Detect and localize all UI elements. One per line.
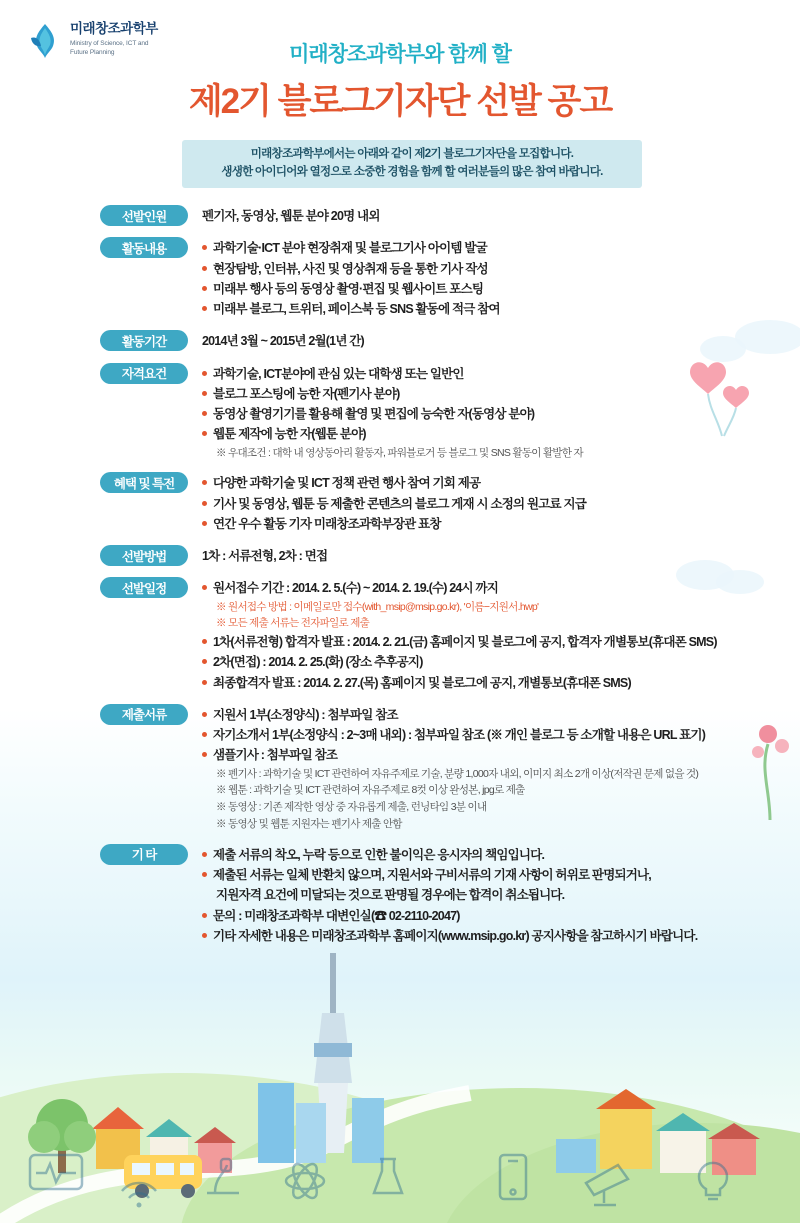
section-item: 미래부 블로그, 트위터, 페이스북 등 SNS 활동에 적극 참여 [202, 299, 500, 319]
section-item: 펜기자, 동영상, 웹툰 분야 20명 내외 [202, 209, 380, 223]
section-item: 2차(면접) : 2014. 2. 25.(화) (장소 추후공지) [202, 652, 717, 672]
section-item: ※ 동영상 : 기존 제작한 영상 중 자유롭게 제출, 런닝타임 3분 이내 [216, 801, 487, 814]
section-item: 동영상 촬영기기를 활용해 촬영 및 편집에 능숙한 자(동영상 분야) [202, 404, 583, 424]
poster-title-block [0, 38, 800, 124]
section-body [202, 577, 717, 693]
section-item: 1차(서류전형) 합격자 발표 : 2014. 2. 21.(금) 홈페이지 및 블로그에 공지, 합격자 개별통보(휴대폰 SMS) [202, 632, 717, 652]
lead-line-1: 미래창조과학부에서는 아래와 같이 제2기 블로그기자단을 모집합니다. [250, 148, 574, 161]
section-item: ※ 웹툰 : 과학기술 및 ICT 관련하여 자유주제로 8컷 이상 완성본, jpg로 제출 [216, 784, 525, 797]
section-body [202, 545, 327, 566]
section-item: 원서접수 기간 : 2014. 2. 5.(수) ~ 2014. 2. 19.(수) 24시 까지 [202, 578, 717, 598]
section-item: 샘플기사 : 첨부파일 참조 [202, 745, 705, 765]
section-item: 현장탐방, 인터뷰, 사진 및 영상취재 등을 통한 기사 작성 [202, 259, 500, 279]
section-item: 과학기술, ICT분야에 관심 있는 대학생 또는 일반인 [202, 364, 583, 384]
section-item: ※ 동영상 및 웹툰 지원자는 펜기사 제출 안함 [216, 818, 402, 831]
lead-line-2: 생생한 아이디어와 열정으로 소중한 경험을 함께 할 여러분들의 많은 참여 바랍니다. [221, 166, 603, 178]
section-item: ※ 펜기사 : 과학기술 및 ICT 관련하여 자유주제로 기술, 분량 1,000자 내외, 이미지 최소 2개 이상(저작권 문제 없을 것) [216, 767, 699, 780]
poster-title: 제2기 블로그기자단 선발 공고 [188, 82, 612, 121]
section-item: 블로그 포스팅에 능한 자(펜기사 분야) [202, 384, 583, 404]
section-body [202, 205, 380, 226]
section-item: 연간 우수 활동 기자 미래창조과학부장관 표창 [202, 514, 586, 534]
section-row [0, 330, 800, 351]
section-item: 지원서 1부(소정양식) : 첨부파일 참조 [202, 705, 705, 725]
section-tag: 활동기간 [100, 330, 188, 351]
section-tag: 기 타 [100, 844, 188, 865]
section-tag: 제출서류 [100, 704, 188, 725]
section-item: 최종합격자 발표 : 2014. 2. 27.(목) 홈페이지 및 블로그에 공지, 개별통보(휴대폰 SMS) [202, 673, 717, 693]
section-row [0, 704, 800, 833]
section-tag: 선발일정 [100, 577, 188, 598]
section-item: ※ 우대조건 : 대학 내 영상동아리 활동자, 파워블로거 등 블로그 및 SNS 활동이 활발한 자 [216, 446, 583, 459]
section-body [202, 363, 583, 462]
section-item: 웹툰 제작에 능한 자(웹툰 분야) [202, 424, 583, 444]
section-tag: 선발방법 [100, 545, 188, 566]
section-row [0, 363, 800, 462]
section-tag: 자격요건 [100, 363, 188, 384]
section-row [0, 472, 800, 534]
section-item: 2014년 3월 ~ 2015년 2월(1년 간) [202, 334, 364, 349]
section-body [202, 704, 705, 833]
section-body [202, 472, 586, 534]
section-row [0, 577, 800, 693]
logo-text-korean: 미래창조과학부 [70, 21, 158, 36]
section-item: 지원자격 요건에 미달되는 것으로 판명될 경우에는 합격이 취소됩니다. [216, 888, 565, 903]
sections-container [0, 205, 800, 957]
section-item: 1차 : 서류전형, 2차 : 면접 [202, 549, 328, 564]
logo-text-english-2: Future Planning [70, 48, 115, 56]
section-item: 제출된 서류는 일체 반환치 않으며, 지원서와 구비서류의 기재 사항이 허위로 판명되거나, [202, 865, 697, 885]
section-tag: 활동내용 [100, 237, 188, 258]
poster-subtitle: 미래창조과학부와 함께 할 [289, 43, 511, 66]
section-item: 제출 서류의 착오, 누락 등으로 인한 불이익은 응시자의 책임입니다. [202, 845, 697, 865]
section-item: ※ 모든 제출 서류는 전자파일로 제출 [216, 617, 370, 630]
section-item: 자기소개서 1부(소정양식 : 2~3매 내외) : 첨부파일 참조 (※ 개인 블로그 등 소개할 내용은 URL 표기) [202, 725, 705, 745]
section-body [202, 330, 364, 351]
lead-paragraph-box [182, 140, 642, 188]
section-item: 기사 및 동영상, 웹툰 등 제출한 콘텐츠의 블로그 게재 시 소정의 원고료 지급 [202, 494, 586, 514]
section-item: ※ 원서접수 방법 : 이메일로만 접수(with_msip@msip.go.kr), '이름−지원서.hwp' [216, 600, 539, 613]
bottom-illustration [0, 893, 800, 1223]
section-item: 문의 : 미래창조과학부 대변인실(☎ 02-2110-2047) [202, 906, 697, 926]
section-row [0, 205, 800, 226]
section-tag: 혜택 및 특전 [100, 472, 188, 493]
section-tag: 선발인원 [100, 205, 188, 226]
section-row [0, 237, 800, 319]
section-item: 기타 자세한 내용은 미래창조과학부 홈페이지(www.msip.go.kr) 공지사항을 참고하시기 바랍니다. [202, 926, 697, 946]
section-body [202, 237, 500, 319]
section-item: 과학기술·ICT 분야 현장취재 및 블로그기사 아이템 발굴 [202, 238, 500, 258]
section-row [0, 545, 800, 566]
section-item: 다양한 과학기술 및 ICT 정책 관련 행사 참여 기회 제공 [202, 473, 586, 493]
logo-text-english-1: Ministry of Science, ICT and [70, 39, 149, 47]
section-item: 미래부 행사 등의 동영상 촬영·편집 및 웹사이트 포스팅 [202, 279, 500, 299]
